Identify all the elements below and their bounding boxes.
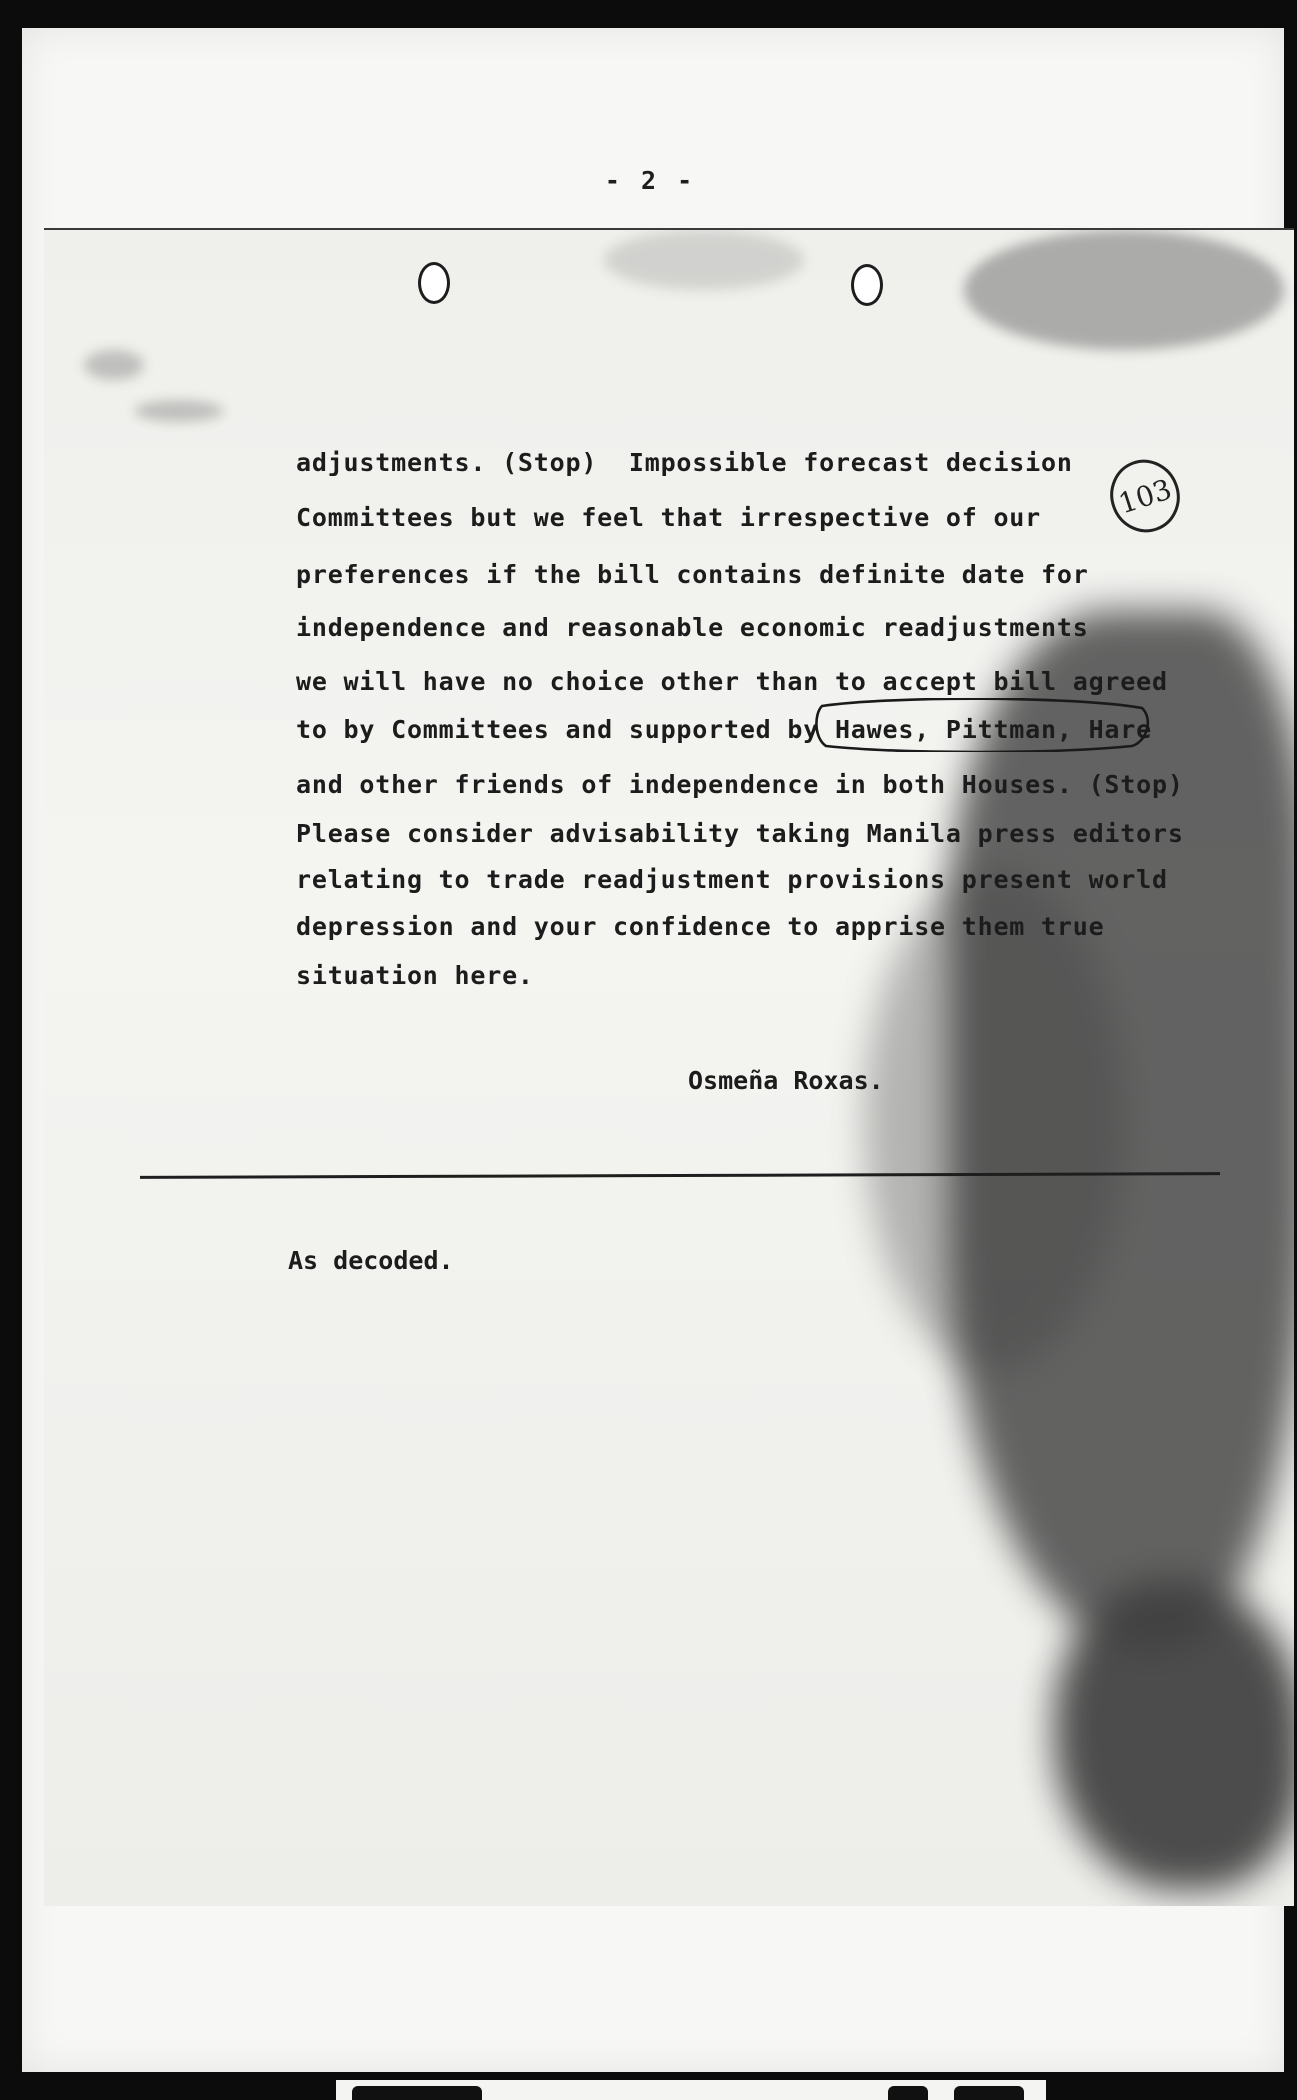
body-line: situation here. [296,961,534,990]
punch-hole [851,264,883,306]
outer-page [22,28,1284,2072]
body-line: preferences if the bill contains definite date for [296,560,1089,589]
handwritten-folio-text: 103 [1114,472,1176,521]
handwritten-folio-number [1102,450,1188,536]
smudge [84,350,144,380]
body-line: relating to trade readjustment provisions present world [296,865,1168,894]
smudge [964,230,1284,350]
water-stain [949,610,1294,1650]
body-line: to by Committees and supported by Hawes, Pittman, Hare [296,715,1152,744]
tab-mark [888,2086,928,2100]
signature: Osmeña Roxas. [688,1066,884,1095]
body-line: Please consider advisability taking Manila press editors [296,819,1184,848]
body-line: adjustments. (Stop) Impossible forecast decision [296,448,1073,477]
body-line: and other friends of independence in both Houses. (Stop) [296,770,1184,799]
water-stain [1054,1580,1294,1890]
smudge [604,230,804,290]
tab-mark [954,2086,1024,2100]
body-line: Committees but we feel that irrespective of our [296,503,1042,532]
page-number: - 2 - [604,166,696,195]
circled-names-mark [812,698,1150,752]
decoded-note: As decoded. [288,1246,454,1275]
body-line: independence and reasonable economic readjustments [296,613,1089,642]
tab-mark [352,2086,482,2100]
smudge [134,400,224,422]
punch-hole [418,262,450,304]
body-line: depression and your confidence to apprise them true [296,912,1105,941]
body-line: we will have no choice other than to accept bill agreed [296,667,1168,696]
